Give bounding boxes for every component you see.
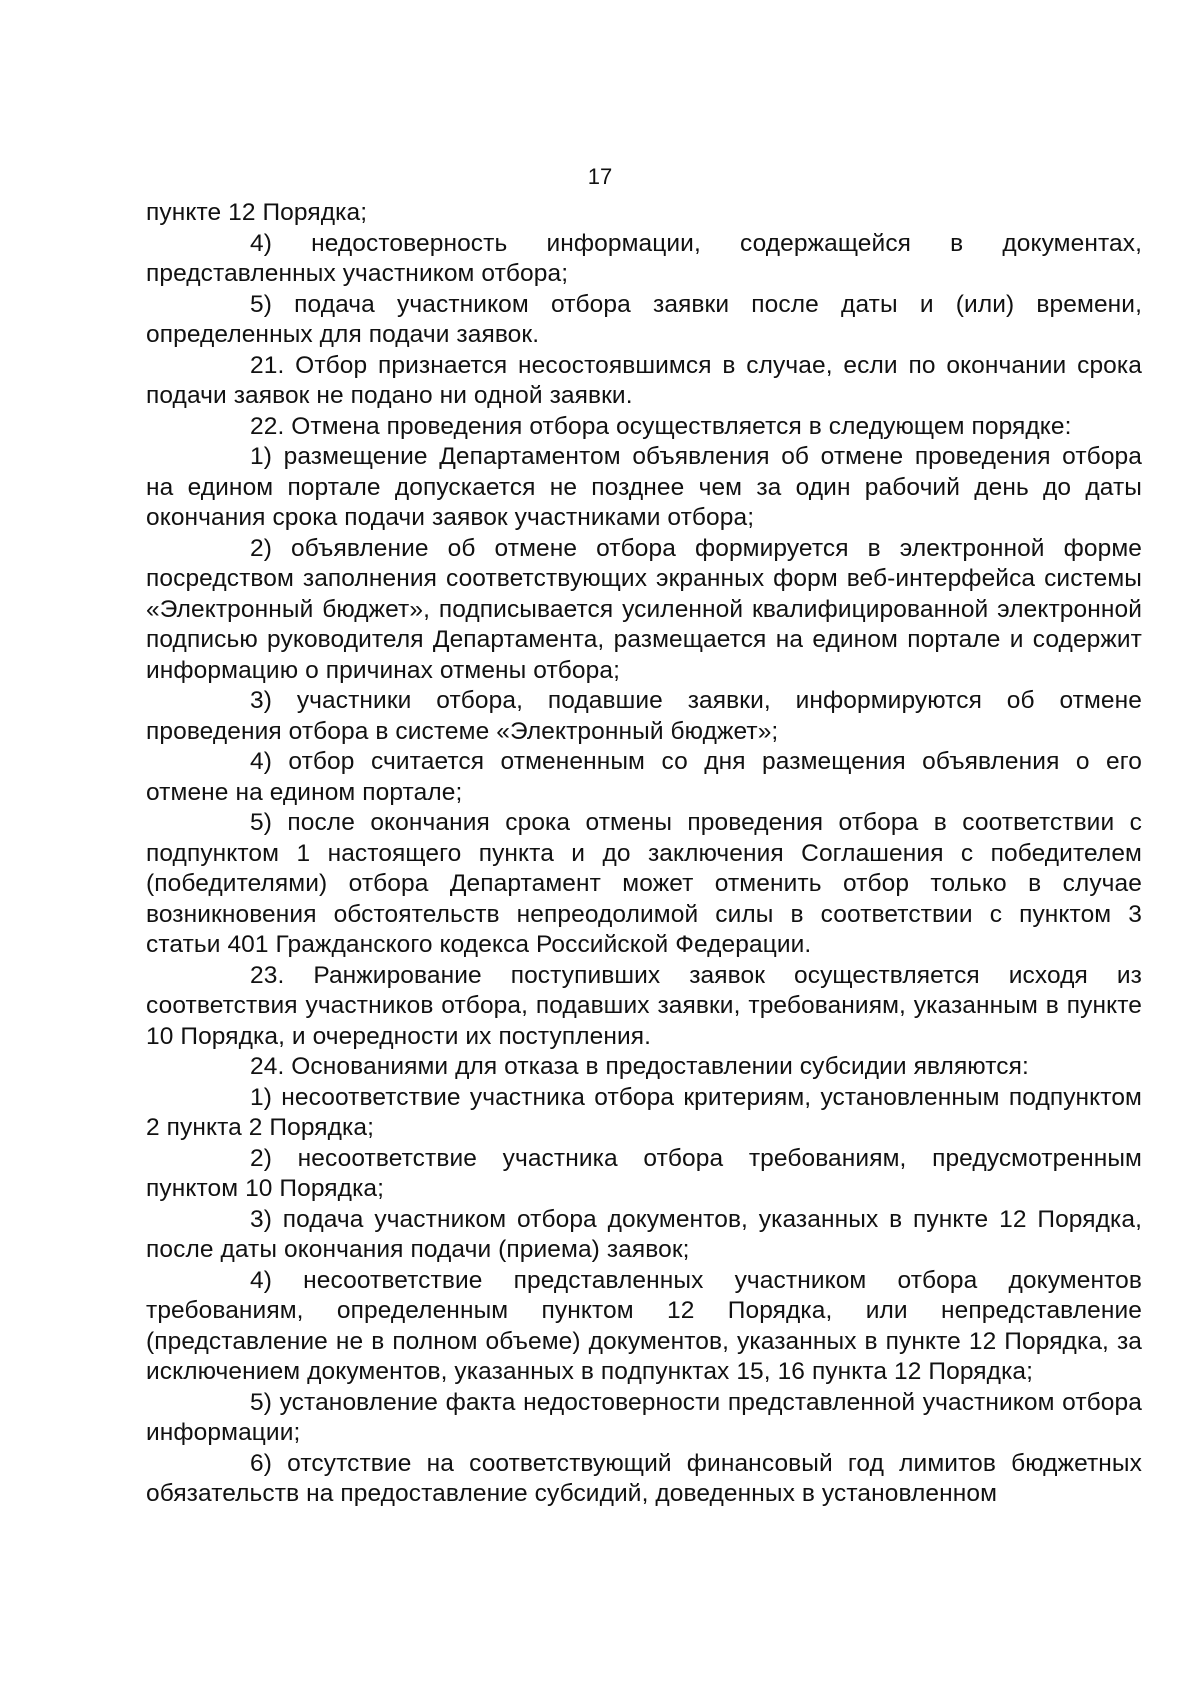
paragraph: 4) отбор считается отмененным со дня размещения объявления о его отмене на едином портале;: [146, 748, 1142, 806]
paragraph: 1) несоответствие участника отбора критериям, установленным подпунктом 2 пункта 2 Порядка;: [146, 1083, 1142, 1141]
paragraph: 3) участники отбора, подавшие заявки, информируются об отмене проведения отбора в системе «Электронный бюджет»;: [146, 687, 1142, 745]
page-number: 17: [587, 164, 613, 189]
paragraph: 4) недостоверность информации, содержащейся в документах, представленных участником отбора;: [146, 229, 1142, 287]
document-body: [146, 198, 1142, 1510]
paragraph: 22. Отмена проведения отбора осуществляется в следующем порядке:: [250, 412, 1072, 440]
paragraph: пункте 12 Порядка;: [146, 199, 368, 226]
paragraph: 3) подача участником отбора документов, указанных в пункте 12 Порядка, после даты окончания подачи (приема) заявок;: [146, 1205, 1142, 1263]
paragraph: 5) установление факта недостоверности представленной участником отбора информации;: [146, 1388, 1142, 1446]
paragraph: 4) несоответствие представленных участником отбора документов требованиям, определенным пунктом 12 Порядка, или непредставление (представление не в полном объеме) документов, указанных в пункте 12 Порядка, за исключением документов, указанных в подпунктах 15, 16 пункта 12 Порядка;: [146, 1266, 1142, 1385]
paragraph: 5) после окончания срока отмены проведения отбора в соответствии с подпунктом 1 настоящего пункта и до заключения Соглашения с победителем (победителями) отбора Департамент может отменить отбор только в случае возникновения обстоятельств непреодолимой силы в соответствии с пунктом 3 статьи 401 Гражданского кодекса Российской Федерации.: [146, 809, 1142, 958]
paragraph: 5) подача участником отбора заявки после даты и (или) времени, определенных для подачи заявок.: [146, 290, 1142, 348]
paragraph: 2) объявление об отмене отбора формируется в электронной форме посредством заполнения соответствующих экранных форм веб-интерфейса системы «Электронный бюджет», подписывается усиленной квалифицированной электронной подписью руководителя Департамента, размещается на едином портале и содержит информацию о причинах отмены отбора;: [146, 534, 1142, 684]
paragraph: 2) несоответствие участника отбора требованиям, предусмотренным пунктом 10 Порядка;: [146, 1144, 1142, 1202]
paragraph: 1) размещение Департаментом объявления об отмене проведения отбора на едином портале допускается не позднее чем за один рабочий день до даты окончания срока подачи заявок участниками отбора;: [146, 443, 1142, 531]
paragraph: 21. Отбор признается несостоявшимся в случае, если по окончании срока подачи заявок не подано ни одной заявки.: [146, 351, 1142, 409]
paragraph: 6) отсутствие на соответствующий финансовый год лимитов бюджетных обязательств на предоставление субсидий, доведенных в установленном: [146, 1449, 1142, 1507]
paragraph: 23. Ранжирование поступивших заявок осуществляется исходя из соответствия участников отбора, подавших заявки, требованиям, указанным в пункте 10 Порядка, и очередности их поступления.: [146, 961, 1142, 1050]
paragraph: 24. Основаниями для отказа в предоставлении субсидии являются:: [250, 1053, 1029, 1080]
